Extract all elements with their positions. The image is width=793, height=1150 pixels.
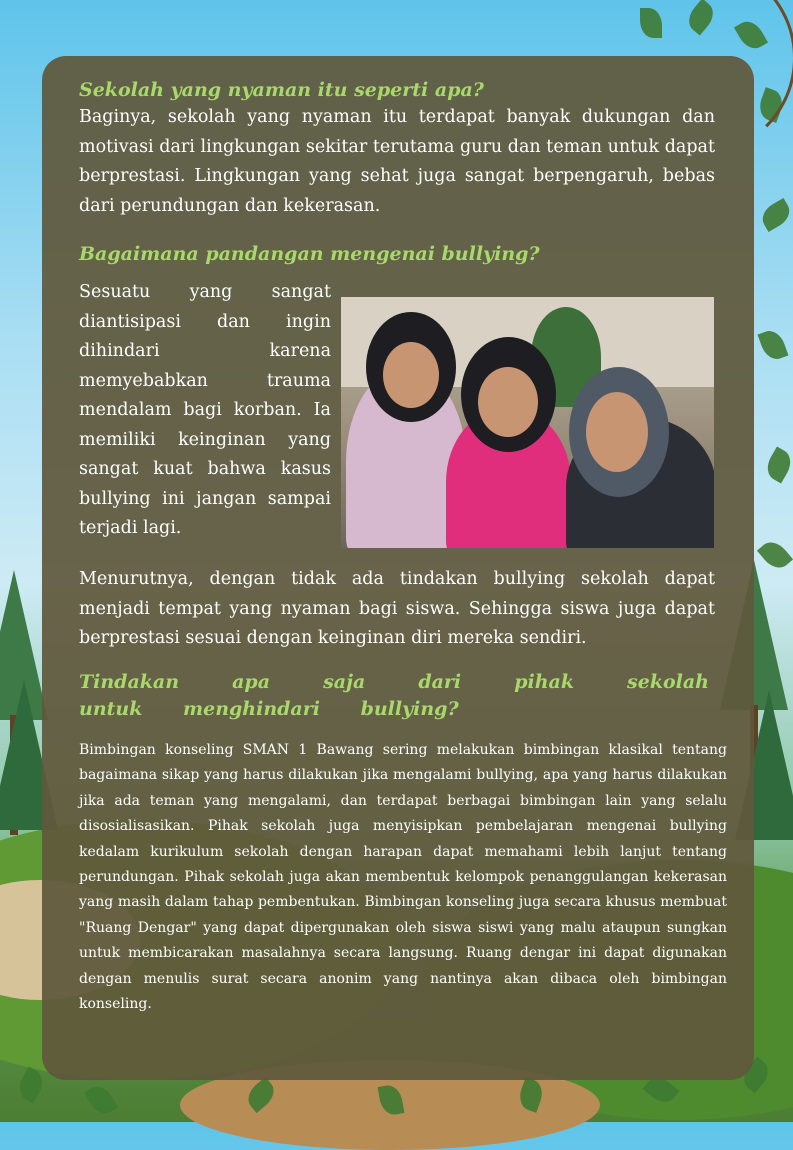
section3-heading: Tindakan apa saja dari pihak sekolah untuk menghindari bullying?: [79, 671, 709, 720]
section2-body-full: Menurutnya, dengan tidak ada tindakan bullying sekolah dapat menjadi tempat yang nyaman bagi siswa. Sehingga siswa juga dapat berprestasi sesuai dengan keinginan diri mereka sendiri.: [79, 569, 715, 648]
group-photo: [341, 297, 714, 548]
section1-body: Baginya, sekolah yang nyaman itu terdapat banyak dukungan dan motivasi dari lingkungan sekitar terutama guru dan teman untuk dapat berprestasi. Lingkungan yang sehat juga sangat berpengaruh, bebas dari perundungan dan kekerasan.: [79, 107, 715, 216]
section3-body: Bimbingan konseling SMAN 1 Bawang sering melakukan bimbingan klasikal tentang bagaimana sikap yang harus dilakukan jika mengalami bullying, apa yang harus dilakukan jika ada teman yang mengalami, dan terdapat berbagai bimbingan lain yang selalu disosialisasikan. Pihak sekolah juga menyisipkan pembelajaran mengenai bullying kedalam kurikulum sekolah dengan harapan dapat memahami lebih lanjut tentang perundungan. Pihak sekolah juga akan membentuk kelompok penanggulangan kekerasan yang masih dalam tahap pembentukan. Bimbingan konseling juga secara khusus membuat "Ruang Dengar" yang dapat dipergunakan oleh siswa siswi yang malu ataupun sungkan untuk membicarakan masalahnya secara langsung. Ruang dengar ini dapat digunakan dengan menulis surat secara anonim yang nantinya akan dibaca oleh bimbingan konseling.: [79, 742, 727, 1013]
section1-heading: Sekolah yang nyaman itu seperti apa?: [79, 79, 484, 101]
section2-body-left: Sesuatu yang sangat diantisipasi dan ingin dihindari karena memyebabkan trauma mendalam bagi korban. Ia memiliki keinginan yang sangat kuat bahwa kasus bullying ini jangan sampai terjadi lagi.: [79, 282, 331, 538]
section2-heading: Bagaimana pandangan mengenai bullying?: [79, 243, 540, 265]
